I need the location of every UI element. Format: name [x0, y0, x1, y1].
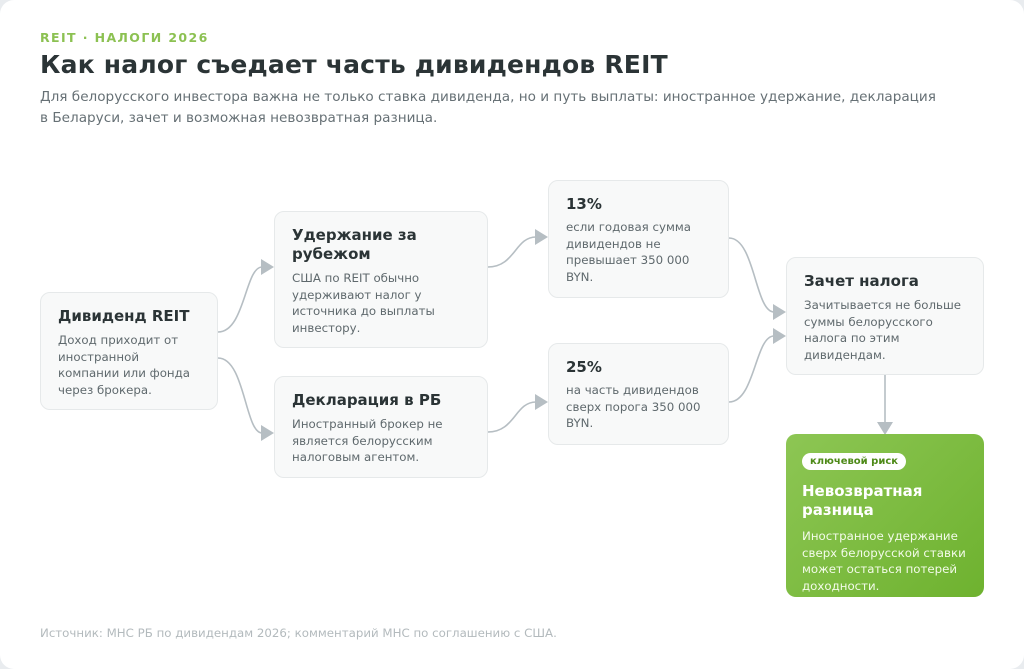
connector-25-to-credit: [729, 336, 774, 402]
node-declaration-text: Иностранный брокер не является белорусским налоговым агентом.: [292, 417, 443, 464]
node-withholding-text: США по REIT обычно удерживают налог у источника до выплаты инвестору.: [292, 271, 435, 335]
node-rate-25: [548, 343, 729, 445]
key-risk-title: Невозвратная разница: [802, 482, 923, 519]
node-declaration-title: Декларация в РБ: [292, 391, 442, 409]
arrowhead-credit-top: [773, 304, 786, 320]
node-dividend-text: Доход приходит от иностранной компании или фонда через брокера.: [58, 333, 191, 397]
node-declaration: [274, 376, 488, 478]
arrowhead-credit-bottom: [773, 328, 786, 344]
node-withholding-title: Удержание за рубежом: [292, 226, 417, 263]
eyebrow-label: REIT · НАЛОГИ 2026: [40, 30, 209, 45]
key-risk-text: Иностранное удержание сверх белорусской ставки может остаться потерей доходности.: [802, 529, 966, 593]
page-title: Как налог съедает часть дивидендов REIT: [40, 50, 668, 79]
page-subtitle: Для белорусского инвестора важна не только ставка дивиденда, но и путь выплаты: иностранное удержание, декларация в Беларуси, зачет и возможная невозвратная разница.: [40, 89, 936, 126]
connector-dividend-to-withholding: [218, 267, 262, 332]
source-footnote: Источник: МНС РБ по дивидендам 2026; комментарий МНС по соглашению с США.: [40, 626, 557, 640]
node-rate-13-title: 13%: [566, 195, 602, 213]
arrowhead-13: [535, 229, 548, 245]
node-key-risk: [786, 434, 984, 597]
connector-13-to-credit: [729, 238, 774, 312]
node-foreign-withholding: [274, 211, 488, 348]
node-rate-13-text: если годовая сумма дивидендов не превышает 350 000 BYN.: [566, 220, 692, 284]
key-risk-badge: ключевой риск: [802, 453, 906, 470]
node-rate-13: [548, 180, 729, 298]
node-credit-text: Зачитывается не больше суммы белорусского налога по этим дивидендам.: [804, 298, 962, 362]
arrowhead-declaration: [261, 425, 274, 441]
arrowhead-withholding: [261, 259, 274, 275]
node-rate-25-title: 25%: [566, 358, 602, 376]
node-credit-title: Зачет налога: [804, 272, 919, 290]
arrowhead-25: [535, 394, 548, 410]
connector-declaration-to-25: [488, 402, 536, 432]
node-tax-credit: [786, 257, 984, 375]
connector-dividend-to-declaration: [218, 358, 262, 433]
node-dividend-title: Дивиденд REIT: [58, 307, 190, 325]
node-rate-25-text: на часть дивидендов сверх порога 350 000 BYN.: [566, 383, 701, 430]
connector-withholding-to-13: [488, 237, 536, 267]
node-dividend: [40, 292, 218, 410]
